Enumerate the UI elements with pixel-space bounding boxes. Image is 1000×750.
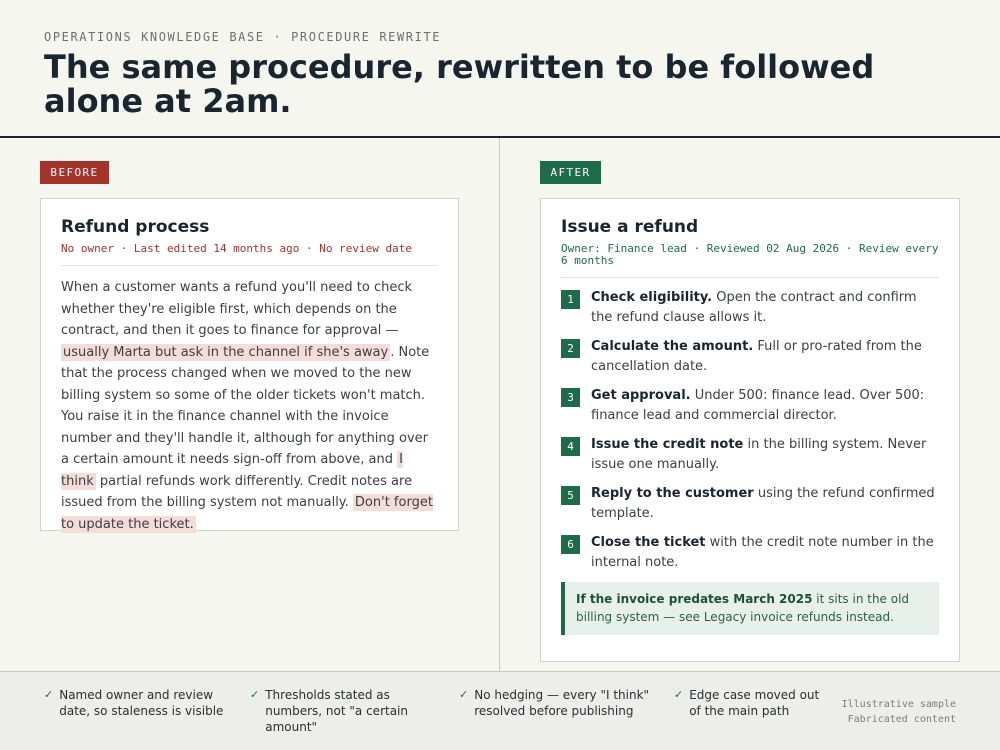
check-icon: ✓ xyxy=(459,688,469,701)
step-text xyxy=(591,435,939,474)
footer xyxy=(0,671,1000,750)
body-text-segment: partial refunds work differently. Credit notes are issued from the billing system not manually. xyxy=(61,473,413,510)
sample-note-line: Illustrative sample xyxy=(841,699,956,710)
before-card-body xyxy=(61,277,438,535)
step-heading: Close the ticket xyxy=(591,535,706,550)
step-text xyxy=(591,288,939,327)
callout-heading: If the invoice predates March 2025 xyxy=(576,592,813,606)
before-card-meta: No owner · Last edited 14 months ago · No review date xyxy=(61,243,438,266)
footer-item xyxy=(674,687,824,719)
step-detail: in the billing system. Never issue one manually. xyxy=(591,437,927,472)
before-card-title: Refund process xyxy=(61,217,210,237)
step-detail: using the refund confirmed template. xyxy=(591,486,935,521)
step-detail: Open the contract and confirm the refund clause allows it. xyxy=(591,290,917,325)
after-card-title: Issue a refund xyxy=(561,217,699,237)
page-eyebrow: OPERATIONS KNOWLEDGE BASE · PROCEDURE REWRITE xyxy=(44,30,442,44)
footer-item xyxy=(44,687,234,719)
step-number: 5 xyxy=(561,486,580,505)
hedging-highlight: usually Marta but ask in the channel if she's away xyxy=(63,344,389,360)
step-number: 1 xyxy=(561,290,580,309)
step-text xyxy=(591,484,939,523)
step-number: 3 xyxy=(561,388,580,407)
body-text-segment: When a customer wants a refund you'll need to check whether they're eligible first, which depends on the contract, and then it goes to finance for approval — xyxy=(61,280,413,338)
edge-case-callout xyxy=(561,582,939,635)
step-detail: Full or pro-rated from the cancellation date. xyxy=(591,339,922,374)
hedging-highlight: I think xyxy=(61,452,403,489)
step-item xyxy=(561,533,939,572)
step-number: 2 xyxy=(561,339,580,358)
step-list xyxy=(561,288,939,572)
step-heading: Reply to the customer xyxy=(591,486,754,501)
footer-item-text: No hedging — every "I think" resolved before publishing xyxy=(474,688,650,718)
step-detail: with the credit note number in the internal note. xyxy=(591,535,934,570)
footer-item-text: Named owner and review date, so staleness is visible xyxy=(59,688,224,718)
before-card xyxy=(40,198,459,531)
step-detail: Under 500: finance lead. Over 500: finance lead and commercial director. xyxy=(591,388,925,423)
column-divider xyxy=(499,138,500,671)
step-item xyxy=(561,435,939,474)
sample-note-line: Fabricated content xyxy=(847,714,956,725)
footer-item xyxy=(459,687,659,719)
footer-item-text: Thresholds stated as numbers, not "a certain amount" xyxy=(265,688,408,734)
step-item xyxy=(561,288,939,327)
step-heading: Check eligibility. xyxy=(591,290,713,305)
step-heading: Get approval. xyxy=(591,388,691,403)
after-badge: AFTER xyxy=(540,161,601,184)
before-badge: BEFORE xyxy=(40,161,109,184)
after-card xyxy=(540,198,960,662)
step-text xyxy=(591,386,939,425)
step-text xyxy=(591,533,939,572)
step-heading: Issue the credit note xyxy=(591,437,744,452)
hedging-highlight: Don't forget to update the ticket. xyxy=(61,495,433,532)
step-number: 4 xyxy=(561,437,580,456)
header-rule xyxy=(0,136,1000,138)
step-item xyxy=(561,337,939,376)
sample-note xyxy=(842,697,956,727)
page-title: The same procedure, rewritten to be followed alone at 2am. xyxy=(44,48,875,120)
check-icon: ✓ xyxy=(44,688,54,701)
check-icon: ✓ xyxy=(674,688,684,701)
callout-text: it sits in the old billing system — see Legacy invoice refunds instead. xyxy=(576,592,910,624)
check-icon: ✓ xyxy=(250,688,260,701)
footer-item-text: Edge case moved out of the main path xyxy=(689,688,820,718)
step-heading: Calculate the amount. xyxy=(591,339,754,354)
step-text xyxy=(591,337,939,376)
step-item xyxy=(561,484,939,523)
step-item xyxy=(561,386,939,425)
after-card-meta: Owner: Finance lead · Reviewed 02 Aug 2026 · Review every 6 months xyxy=(561,243,939,278)
footer-item xyxy=(250,687,440,735)
step-number: 6 xyxy=(561,535,580,554)
body-text-segment: . Note that the process changed when we moved to the new billing system so some of the older tickets won't match. You raise it in the finance channel with the invoice number and they'll handle it, although for anything over a certain amount it needs sign-off from above, and xyxy=(61,344,430,467)
